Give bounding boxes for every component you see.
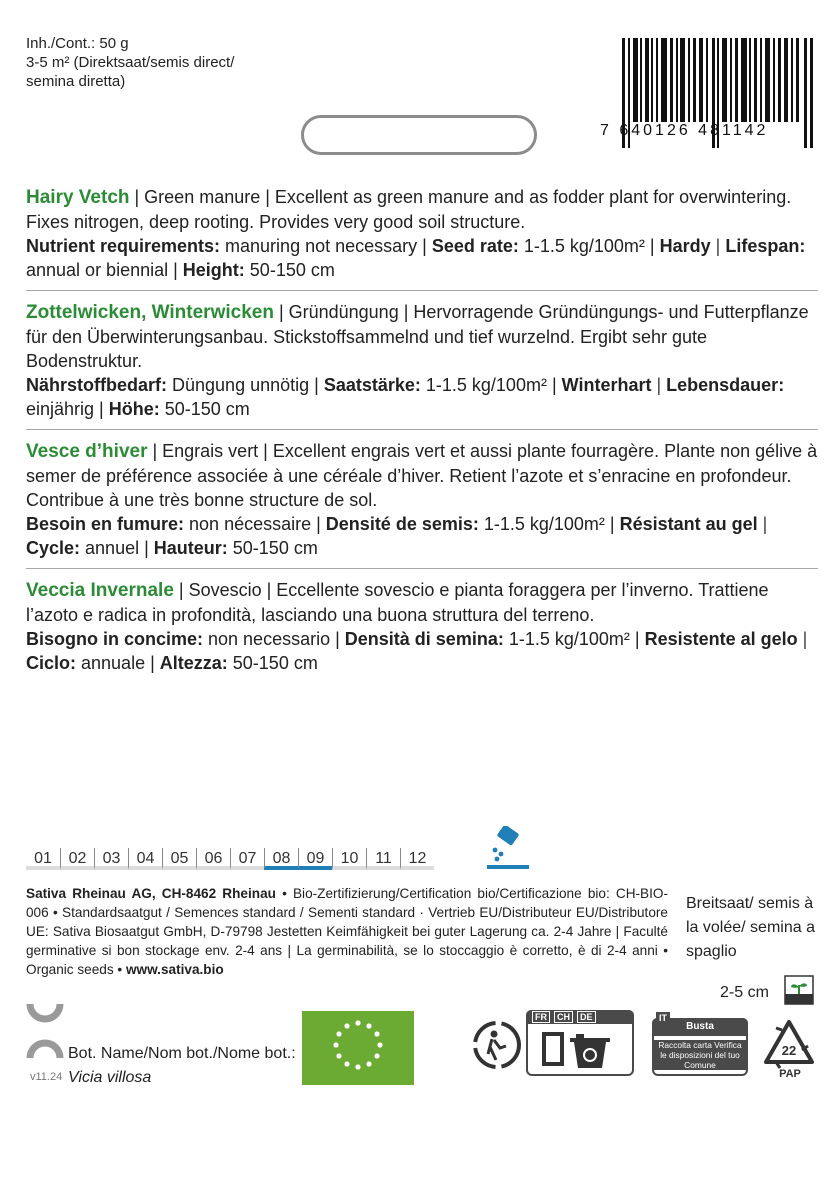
section-title: Veccia Invernale xyxy=(26,580,174,601)
busta-text: Raccolta carta Verifica le disposizioni del tuo Comune xyxy=(654,1040,746,1070)
content-weight: Inh./Cont.: 50 g xyxy=(26,35,129,52)
pap-number: 22 xyxy=(781,1043,797,1058)
height-label: Height: xyxy=(182,260,245,280)
seed-rate-value: 1-1.5 kg/100m² | xyxy=(478,514,620,534)
section-description: | Gründüngung | Hervorragende Gründüngungs- und Futterpflanze für den Überwinterungsanbau. Stickstoffsammelnd und tief wurzelnd. Ergibt sehr gute Bodenstruktur. xyxy=(26,302,809,371)
section-italian: Veccia Invernale | Sovescio | Eccellente sovescio e pianta foraggera per l’inverno. Trattiene l’azoto e radica in profondità, lasciando una buona struttura del terreno. Bisogno in concime: non necessario | Densità di semina: 1-1.5 kg/100m² | Resistente al gelo | Ciclo: annuale | Altezza: 50-150 cm xyxy=(26,580,808,673)
country-de: DE xyxy=(577,1011,596,1023)
company-details: • Bio-Zertifizierung/Certification bio/Certificazione bio: CH-BIO-006 • Standardsaatgut / Semences standard / Sementi standard · Vertrieb EU/Distributeur EU/Distributore UE: Sativa Biosaatgut GmbH, D-79798 Jestetten Keimfähigkeit bei guter Lagerung ca. 2-4 Jahre | Faculté germinative si bon stockage env. 2-4 ans | La germinabilità, se lo stoccaggio è corretto, è di 2-4 anni • Organic seeds • xyxy=(26,886,668,977)
nutrient-label: Besoin en fumure: xyxy=(26,514,185,534)
nutrient-value: non nécessaire | xyxy=(184,514,326,534)
height-value: 50-150 cm xyxy=(227,538,318,558)
pap-label: PAP xyxy=(779,1068,801,1080)
nutrient-value: non necessario | xyxy=(203,629,345,649)
month-01: 01 xyxy=(26,848,60,870)
lifespan-label: Cycle: xyxy=(26,538,81,558)
botanical-species: Vicia villosa xyxy=(68,1069,152,1086)
description-sections xyxy=(26,185,818,692)
nutrient-label: Nährstoffbedarf: xyxy=(26,375,168,395)
busta-title: Busta xyxy=(686,1021,714,1032)
section-english: Hairy Vetch | Green manure | Excellent as green manure and as fodder plant for overwintering. Fixes nitrogen, deep rooting. Provides very good soil structure. Nutrient requirements: manuring not necessary | Seed rate: 1-1.5 kg/100m² | Hardy | Lifespan: annual or biennial | Height: 50-150 cm xyxy=(26,185,818,291)
paper-bin-icon xyxy=(536,1028,626,1072)
height-label: Hauteur: xyxy=(153,538,228,558)
month-12: 12 xyxy=(400,848,434,870)
lifespan-value: annuel | xyxy=(80,538,154,558)
height-value: 50-150 cm xyxy=(159,399,250,419)
hang-slot xyxy=(301,115,537,155)
height-value: 50-150 cm xyxy=(244,260,335,280)
nutrient-label: Bisogno in concime: xyxy=(26,629,204,649)
lifespan-value: einjährig | xyxy=(26,399,109,419)
height-label: Höhe: xyxy=(108,399,160,419)
month-03: 03 xyxy=(94,848,128,870)
company-info xyxy=(26,884,668,979)
section-description: | Sovescio | Eccellente sovescio e pianta foraggera per l’inverno. Trattiene l’azoto e radica in profondità, lasciando una buona struttura del terreno. xyxy=(26,580,769,625)
lifespan-label: Lifespan: xyxy=(725,236,806,256)
month-05: 05 xyxy=(162,848,196,870)
seed-rate-label: Densità di semina: xyxy=(344,629,504,649)
botanical-label: Bot. Name/Nom bot./Nome bot.: xyxy=(68,1045,296,1062)
nutrient-label: Nutrient requirements: xyxy=(26,236,221,256)
pap-recycle-triangle-icon xyxy=(762,1018,816,1074)
content-area: 3-5 m² (Direktsaat/semis direct/ xyxy=(26,54,235,71)
storage-arc-icon xyxy=(26,1000,64,1068)
month-04: 04 xyxy=(128,848,162,870)
seed-rate-value: 1-1.5 kg/100m² | xyxy=(518,236,660,256)
version-label: v11.24 xyxy=(30,1071,63,1083)
section-title: Zottelwicken, Winterwicken xyxy=(26,302,274,323)
lifespan-label: Ciclo: xyxy=(26,653,77,673)
section-title: Vesce d’hiver xyxy=(26,441,148,462)
height-value: 50-150 cm xyxy=(227,653,318,673)
content-info xyxy=(26,34,234,91)
section-description: | Green manure | Excellent as green manure and as fodder plant for overwintering. Fixes nitrogen, deep rooting. Provides very good soil structure. xyxy=(26,187,792,232)
sowing-calendar xyxy=(26,842,434,870)
hardy-label: Résistant au gel xyxy=(619,514,758,534)
sowing-depth: 2-5 cm xyxy=(720,984,769,1001)
eu-organic-leaf-icon xyxy=(302,1011,414,1085)
seed-rate-label: Densité de semis: xyxy=(325,514,479,534)
section-description: | Engrais vert | Excellent engrais vert et aussi plante fourragère. Plante non gélive à semer de préférence associée à une céréale d’hiver. Retient l’azote et s’enracine en profondeur. Contribue à une très bonne structure de sol. xyxy=(26,441,818,510)
nutrient-value: manuring not necessary | xyxy=(220,236,432,256)
section-title: Hairy Vetch xyxy=(26,187,130,208)
company-name: Sativa Rheinau AG, CH-8462 Rheinau xyxy=(26,886,276,901)
month-10: 10 xyxy=(332,848,366,870)
hardy-label: Hardy xyxy=(659,236,711,256)
month-08: 08 xyxy=(264,848,298,870)
hardy-label: Winterhart xyxy=(561,375,652,395)
busta-country: IT xyxy=(656,1012,670,1024)
height-label: Altezza: xyxy=(159,653,228,673)
section-french: Vesce d’hiver | Engrais vert | Excellent engrais vert et aussi plante fourragère. Plante non gélive à semer de préférence associée à une céréale d’hiver. Retient l’azote et s’enracine en profondeur. Contribue à une très bonne structure de sol. Besoin en fumure: non nécessaire | Densité de semis: 1-1.5 kg/100m² | Résistant au gel | Cycle: annuel | Hauteur: 50-150 cm xyxy=(26,439,818,569)
barcode-number: 7 640126 481142 xyxy=(600,122,769,139)
seed-rate-value: 1-1.5 kg/100m² | xyxy=(503,629,645,649)
content-area-cont: semina diretta) xyxy=(26,73,126,90)
country-ch: CH xyxy=(554,1011,573,1023)
month-06: 06 xyxy=(196,848,230,870)
sowing-method: Breitsaat/ semis à la volée/ semina a spaglio xyxy=(686,895,815,960)
paper-countries xyxy=(526,1010,634,1024)
lifespan-value: annuale | xyxy=(76,653,160,673)
seedling-depth-icon xyxy=(784,975,814,1005)
sowing-seeds-icon xyxy=(485,826,531,872)
seed-rate-label: Seed rate: xyxy=(431,236,519,256)
month-11: 11 xyxy=(366,848,400,870)
month-07: 07 xyxy=(230,848,264,870)
lifespan-value: annual or biennial | xyxy=(26,260,183,280)
seed-rate-value: 1-1.5 kg/100m² | xyxy=(420,375,562,395)
botanical-name xyxy=(68,1042,296,1090)
section-german: Zottelwicken, Winterwicken | Gründüngung | Hervorragende Gründüngungs- und Futterpflanze für den Überwinterungsanbau. Stickstoffsammelnd und tief wurzelnd. Ergibt sehr gute Bodenstruktur. Nährstoffbedarf: Düngung unnötig | Saatstärke: 1-1.5 kg/100m² | Winterhart | Lebensdauer: einjährig | Höhe: 50-150 cm xyxy=(26,300,818,430)
recycle-person-icon xyxy=(472,1020,522,1070)
country-fr: FR xyxy=(532,1011,550,1023)
lifespan-label: Lebensdauer: xyxy=(666,375,785,395)
hardy-label: Resistente al gelo xyxy=(644,629,798,649)
company-website: www.sativa.bio xyxy=(125,962,224,977)
nutrient-value: Düngung unnötig | xyxy=(167,375,324,395)
month-09: 09 xyxy=(298,848,332,870)
seed-rate-label: Saatstärke: xyxy=(323,375,421,395)
month-02: 02 xyxy=(60,848,94,870)
